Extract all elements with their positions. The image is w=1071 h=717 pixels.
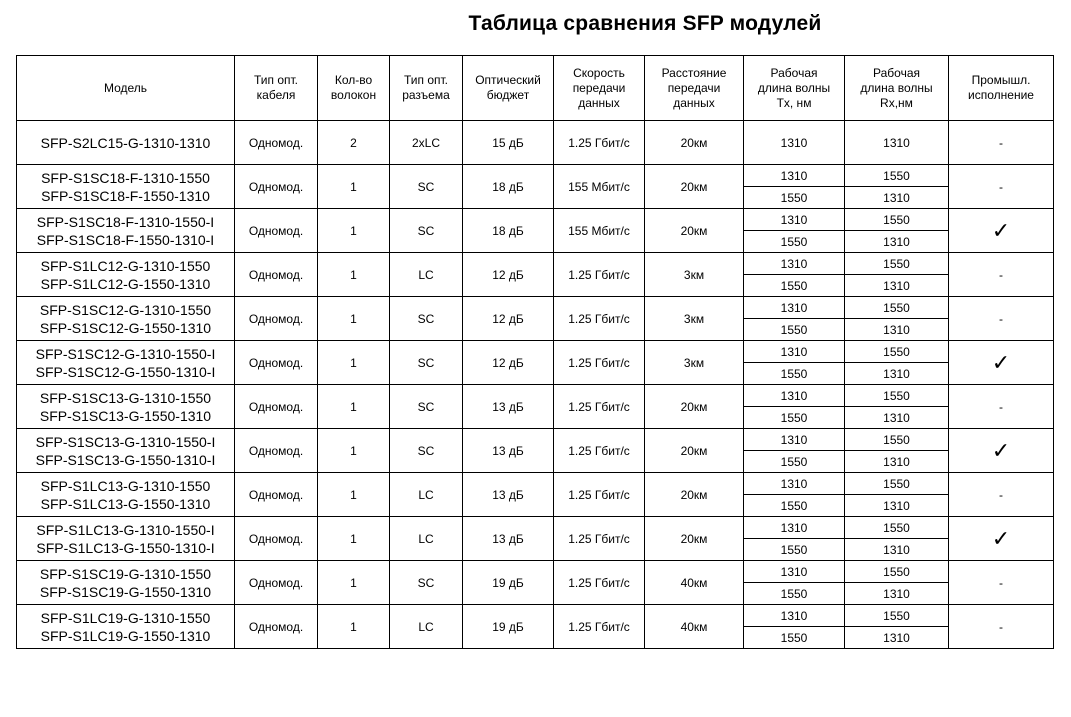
connector-cell: SC (390, 385, 463, 429)
header-tx-wavelength: Рабочая длина волны Tx, нм (744, 56, 845, 121)
model-cell (17, 209, 235, 253)
page-title: Таблица сравнения SFP модулей (468, 12, 822, 35)
model-name: SFP-S1SC12-G-1310-1550-I (35, 345, 216, 362)
table-row (17, 297, 1054, 319)
connector-cell: SC (390, 209, 463, 253)
rx-wavelength-cell: 1550 (845, 385, 949, 407)
optical-budget-cell: 15 дБ (463, 121, 554, 165)
rx-wavelength-cell: 1550 (845, 473, 949, 495)
table-row (17, 209, 1054, 231)
rx-wavelength-cell: 1550 (845, 561, 949, 583)
optical-budget-cell: 13 дБ (463, 517, 554, 561)
industrial-check-icon: ✓ (949, 517, 1054, 561)
model-name: SFP-S1LC13-G-1310-1550 (40, 477, 211, 494)
tx-wavelength-cell: 1310 (744, 341, 845, 363)
model-name: SFP-S1SC18-F-1310-1550-I (36, 213, 215, 230)
tx-wavelength-cell: 1310 (744, 297, 845, 319)
model-name: SFP-S1LC19-G-1550-1310 (40, 627, 211, 644)
header-distance: Расстояние передачи данных (645, 56, 744, 121)
tx-wavelength-cell: 1550 (744, 319, 845, 341)
header-connector-type: Тип опт. разъема (390, 56, 463, 121)
rx-wavelength-cell: 1310 (845, 275, 949, 297)
header-model: Модель (17, 56, 235, 121)
cable-type-cell: Одномод. (235, 253, 318, 297)
distance-cell: 40км (645, 561, 744, 605)
fiber-count-cell: 1 (318, 561, 390, 605)
header-data-rate: Скорость передачи данных (554, 56, 645, 121)
rx-wavelength-cell: 1310 (845, 583, 949, 605)
connector-cell: LC (390, 473, 463, 517)
tx-wavelength-cell: 1310 (744, 253, 845, 275)
distance-cell: 40км (645, 605, 744, 649)
header-row (17, 56, 1054, 121)
model-name: SFP-S1SC19-G-1310-1550 (39, 565, 212, 582)
tx-wavelength-cell: 1550 (744, 363, 845, 385)
cable-type-cell: Одномод. (235, 561, 318, 605)
optical-budget-cell: 13 дБ (463, 429, 554, 473)
optical-budget-cell: 19 дБ (463, 605, 554, 649)
rx-wavelength-cell: 1310 (845, 363, 949, 385)
tx-wavelength-cell: 1550 (744, 187, 845, 209)
distance-cell: 3км (645, 297, 744, 341)
model-cell (17, 341, 235, 385)
distance-cell: 20км (645, 429, 744, 473)
rx-wavelength-cell: 1310 (845, 539, 949, 561)
industrial-cell: - (949, 605, 1054, 649)
model-cell (17, 385, 235, 429)
cable-type-cell: Одномод. (235, 341, 318, 385)
tx-wavelength-cell: 1550 (744, 451, 845, 473)
distance-cell: 20км (645, 165, 744, 209)
model-name: SFP-S1SC13-G-1310-1550 (39, 389, 212, 406)
model-cell (17, 165, 235, 209)
data-rate-cell: 1.25 Гбит/с (554, 341, 645, 385)
fiber-count-cell: 1 (318, 341, 390, 385)
fiber-count-cell: 2 (318, 121, 390, 165)
rx-wavelength-cell: 1550 (845, 517, 949, 539)
model-name: SFP-S1SC12-G-1310-1550 (39, 301, 212, 318)
model-cell (17, 561, 235, 605)
industrial-check-icon: ✓ (949, 341, 1054, 385)
fiber-count-cell: 1 (318, 429, 390, 473)
fiber-count-cell: 1 (318, 297, 390, 341)
table-row (17, 165, 1054, 187)
optical-budget-cell: 18 дБ (463, 165, 554, 209)
model-name: SFP-S1SC12-G-1550-1310 (39, 319, 212, 336)
tx-wavelength-cell: 1310 (744, 121, 845, 165)
industrial-cell: - (949, 121, 1054, 165)
table-body (17, 121, 1054, 649)
fiber-count-cell: 1 (318, 385, 390, 429)
table-row (17, 341, 1054, 363)
connector-cell: SC (390, 561, 463, 605)
industrial-check-icon: ✓ (949, 429, 1054, 473)
tx-wavelength-cell: 1550 (744, 539, 845, 561)
rx-wavelength-cell: 1310 (845, 407, 949, 429)
tx-wavelength-cell: 1550 (744, 275, 845, 297)
connector-cell: SC (390, 165, 463, 209)
optical-budget-cell: 12 дБ (463, 341, 554, 385)
model-cell (17, 121, 235, 165)
distance-cell: 3км (645, 341, 744, 385)
rx-wavelength-cell: 1310 (845, 231, 949, 253)
connector-cell: SC (390, 341, 463, 385)
rx-wavelength-cell: 1550 (845, 341, 949, 363)
tx-wavelength-cell: 1550 (744, 407, 845, 429)
data-rate-cell: 1.25 Гбит/с (554, 121, 645, 165)
data-rate-cell: 1.25 Гбит/с (554, 473, 645, 517)
rx-wavelength-cell: 1310 (845, 121, 949, 165)
connector-cell: SC (390, 429, 463, 473)
industrial-cell: - (949, 561, 1054, 605)
table-row (17, 605, 1054, 627)
connector-cell: LC (390, 253, 463, 297)
cable-type-cell: Одномод. (235, 209, 318, 253)
distance-cell: 20км (645, 517, 744, 561)
industrial-cell: - (949, 297, 1054, 341)
table-row (17, 385, 1054, 407)
model-name: SFP-S1SC18-F-1310-1550 (41, 169, 210, 186)
model-name: SFP-S1LC13-G-1310-1550-I (36, 521, 215, 538)
fiber-count-cell: 1 (318, 605, 390, 649)
data-rate-cell: 1.25 Гбит/с (554, 561, 645, 605)
table-row (17, 429, 1054, 451)
rx-wavelength-cell: 1550 (845, 253, 949, 275)
tx-wavelength-cell: 1550 (744, 495, 845, 517)
model-name: SFP-S1SC19-G-1550-1310 (39, 583, 212, 600)
optical-budget-cell: 13 дБ (463, 385, 554, 429)
table-row (17, 517, 1054, 539)
data-rate-cell: 1.25 Гбит/с (554, 297, 645, 341)
rx-wavelength-cell: 1310 (845, 627, 949, 649)
data-rate-cell: 155 Мбит/с (554, 209, 645, 253)
model-name: SFP-S1SC13-G-1310-1550-I (35, 433, 216, 450)
distance-cell: 20км (645, 209, 744, 253)
header-cable-type: Тип опт. кабеля (235, 56, 318, 121)
table-row (17, 473, 1054, 495)
fiber-count-cell: 1 (318, 165, 390, 209)
tx-wavelength-cell: 1550 (744, 627, 845, 649)
data-rate-cell: 1.25 Гбит/с (554, 253, 645, 297)
cable-type-cell: Одномод. (235, 121, 318, 165)
model-name: SFP-S1SC18-F-1550-1310 (41, 187, 210, 204)
cable-type-cell: Одномод. (235, 517, 318, 561)
tx-wavelength-cell: 1310 (744, 165, 845, 187)
model-cell (17, 253, 235, 297)
rx-wavelength-cell: 1550 (845, 297, 949, 319)
rx-wavelength-cell: 1550 (845, 165, 949, 187)
distance-cell: 3км (645, 253, 744, 297)
model-cell (17, 517, 235, 561)
cable-type-cell: Одномод. (235, 297, 318, 341)
table-header (17, 56, 1054, 121)
tx-wavelength-cell: 1310 (744, 561, 845, 583)
connector-cell: LC (390, 605, 463, 649)
connector-cell: SC (390, 297, 463, 341)
model-cell (17, 429, 235, 473)
connector-cell: 2xLC (390, 121, 463, 165)
industrial-cell: - (949, 253, 1054, 297)
rx-wavelength-cell: 1550 (845, 605, 949, 627)
model-cell (17, 473, 235, 517)
header-fiber-count: Кол-во волокон (318, 56, 390, 121)
optical-budget-cell: 18 дБ (463, 209, 554, 253)
fiber-count-cell: 1 (318, 209, 390, 253)
optical-budget-cell: 12 дБ (463, 253, 554, 297)
data-rate-cell: 1.25 Гбит/с (554, 429, 645, 473)
cable-type-cell: Одномод. (235, 605, 318, 649)
rx-wavelength-cell: 1550 (845, 209, 949, 231)
industrial-cell: - (949, 473, 1054, 517)
model-name: SFP-S1SC13-G-1550-1310-I (35, 451, 216, 468)
model-name: SFP-S1LC12-G-1310-1550 (40, 257, 211, 274)
data-rate-cell: 155 Мбит/с (554, 165, 645, 209)
header-rx-wavelength: Рабочая длина волны Rx,нм (845, 56, 949, 121)
optical-budget-cell: 12 дБ (463, 297, 554, 341)
optical-budget-cell: 19 дБ (463, 561, 554, 605)
rx-wavelength-cell: 1310 (845, 319, 949, 341)
rx-wavelength-cell: 1310 (845, 495, 949, 517)
model-name: SFP-S1LC13-G-1550-1310-I (36, 539, 215, 556)
distance-cell: 20км (645, 385, 744, 429)
tx-wavelength-cell: 1310 (744, 209, 845, 231)
data-rate-cell: 1.25 Гбит/с (554, 517, 645, 561)
industrial-check-icon: ✓ (949, 209, 1054, 253)
header-industrial: Промышл. исполнение (949, 56, 1054, 121)
model-cell (17, 297, 235, 341)
cable-type-cell: Одномод. (235, 473, 318, 517)
rx-wavelength-cell: 1550 (845, 429, 949, 451)
industrial-cell: - (949, 385, 1054, 429)
tx-wavelength-cell: 1310 (744, 473, 845, 495)
connector-cell: LC (390, 517, 463, 561)
table-row (17, 121, 1054, 165)
tx-wavelength-cell: 1310 (744, 605, 845, 627)
cable-type-cell: Одномод. (235, 165, 318, 209)
model-name: SFP-S1SC18-F-1550-1310-I (36, 231, 215, 248)
tx-wavelength-cell: 1310 (744, 517, 845, 539)
sfp-comparison-table (16, 55, 1054, 649)
model-name: SFP-S1LC13-G-1550-1310 (40, 495, 211, 512)
header-optical-budget: Оптический бюджет (463, 56, 554, 121)
data-rate-cell: 1.25 Гбит/с (554, 385, 645, 429)
fiber-count-cell: 1 (318, 517, 390, 561)
table-row (17, 561, 1054, 583)
distance-cell: 20км (645, 121, 744, 165)
model-cell (17, 605, 235, 649)
model-name: SFP-S1LC19-G-1310-1550 (40, 609, 211, 626)
fiber-count-cell: 1 (318, 253, 390, 297)
model-name: SFP-S1SC13-G-1550-1310 (39, 407, 212, 424)
tx-wavelength-cell: 1550 (744, 583, 845, 605)
model-name: SFP-S1LC12-G-1550-1310 (40, 275, 211, 292)
model-name: SFP-S1SC12-G-1550-1310-I (35, 363, 216, 380)
optical-budget-cell: 13 дБ (463, 473, 554, 517)
distance-cell: 20км (645, 473, 744, 517)
fiber-count-cell: 1 (318, 473, 390, 517)
model-name: SFP-S2LC15-G-1310-1310 (40, 134, 211, 151)
data-rate-cell: 1.25 Гбит/с (554, 605, 645, 649)
rx-wavelength-cell: 1310 (845, 187, 949, 209)
cable-type-cell: Одномод. (235, 385, 318, 429)
cable-type-cell: Одномод. (235, 429, 318, 473)
industrial-cell: - (949, 165, 1054, 209)
rx-wavelength-cell: 1310 (845, 451, 949, 473)
tx-wavelength-cell: 1310 (744, 385, 845, 407)
tx-wavelength-cell: 1550 (744, 231, 845, 253)
table-row (17, 253, 1054, 275)
tx-wavelength-cell: 1310 (744, 429, 845, 451)
